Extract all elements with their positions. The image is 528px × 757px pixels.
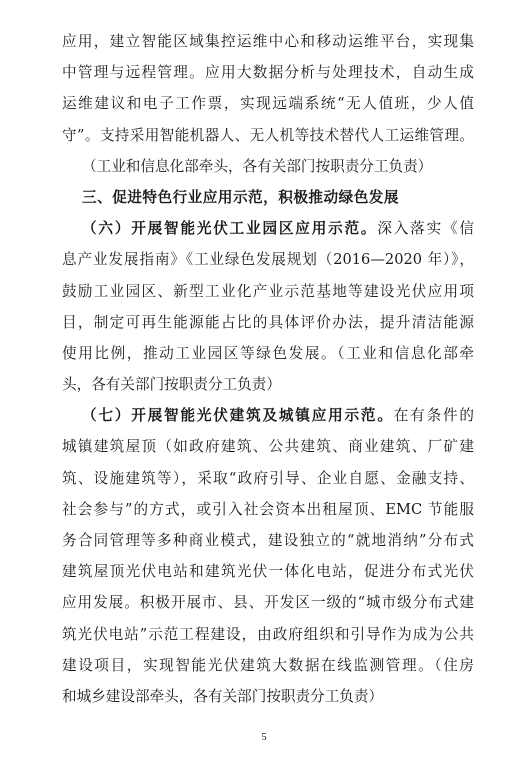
paragraph-6-first-rest: 深入落实《信 xyxy=(377,220,474,238)
text-line: （工业和信息化部牵头，各有关部门按职责分工负责） xyxy=(82,157,433,175)
text-line: 守”。支持采用智能机器人、无人机等技术替代人工运维管理。 xyxy=(62,126,474,144)
text-line: 应用，建立智能区域集控运维中心和移动运维平台，实现集 xyxy=(62,33,474,50)
paragraph-6-first-line xyxy=(62,213,474,244)
paragraph-7-lead: （七）开展智能光伏建筑及城镇应用示范。 xyxy=(82,407,394,425)
text-line: 使用比例，推动工业园区等绿色发展。（工业和信息化部牵 xyxy=(62,344,474,362)
text-line: 建筑屋顶光伏电站和建筑光伏一体化电站，促进分布式光伏 xyxy=(62,563,474,581)
document-page xyxy=(62,26,474,712)
page-number: 5 xyxy=(261,732,267,743)
text-line: 鼓励工业园区、新型工业化产业示范基地等建设光伏应用项 xyxy=(62,282,474,300)
paragraph-7-first-rest: 在有条件的 xyxy=(393,407,474,425)
text-line: 息产业发展指南》《工业绿色发展规划（2016—2020 年）》， xyxy=(62,251,474,269)
text-line: 应用发展。积极开展市、县、开发区一级的“城市级分布式建 xyxy=(62,594,474,612)
section-heading: 三、促进特色行业应用示范，积极推动绿色发展 xyxy=(82,188,399,206)
text-line: 务合同管理等多种商业模式，建设独立的“就地消纳”分布式 xyxy=(62,532,474,549)
text-line: 头，各有关部门按职责分工负责） xyxy=(62,376,281,394)
paragraph-6-lead: （六）开展智能光伏工业园区应用示范。 xyxy=(82,220,378,238)
text-line: 筑、设施建筑等），采取“政府引导、企业自愿、金融支持、 xyxy=(62,469,474,487)
text-line: 和城乡建设部牵头，各有关部门按职责分工负责） xyxy=(62,687,384,705)
text-line: 社会参与”的方式，或引入社会资本出租屋顶、EMC 节能服 xyxy=(62,500,474,518)
text-line: 运维建议和电子工作票，实现远端系统“无人值班，少人值 xyxy=(62,95,474,113)
text-line: 城镇建筑屋顶（如政府建筑、公共建筑、商业建筑、厂矿建 xyxy=(62,438,474,456)
text-line: 中管理与远程管理。应用大数据分析与处理技术，自动生成 xyxy=(62,64,474,82)
paragraph-7-first-line xyxy=(62,400,474,431)
text-line: 建设项目，实现智能光伏建筑大数据在线监测管理。（住房 xyxy=(62,656,474,674)
text-line: 筑光伏电站”示范工程建设，由政府组织和引导作为成为公共 xyxy=(62,625,474,643)
text-line: 目，制定可再生能源能占比的具体评价办法，提升清洁能源 xyxy=(62,313,474,331)
